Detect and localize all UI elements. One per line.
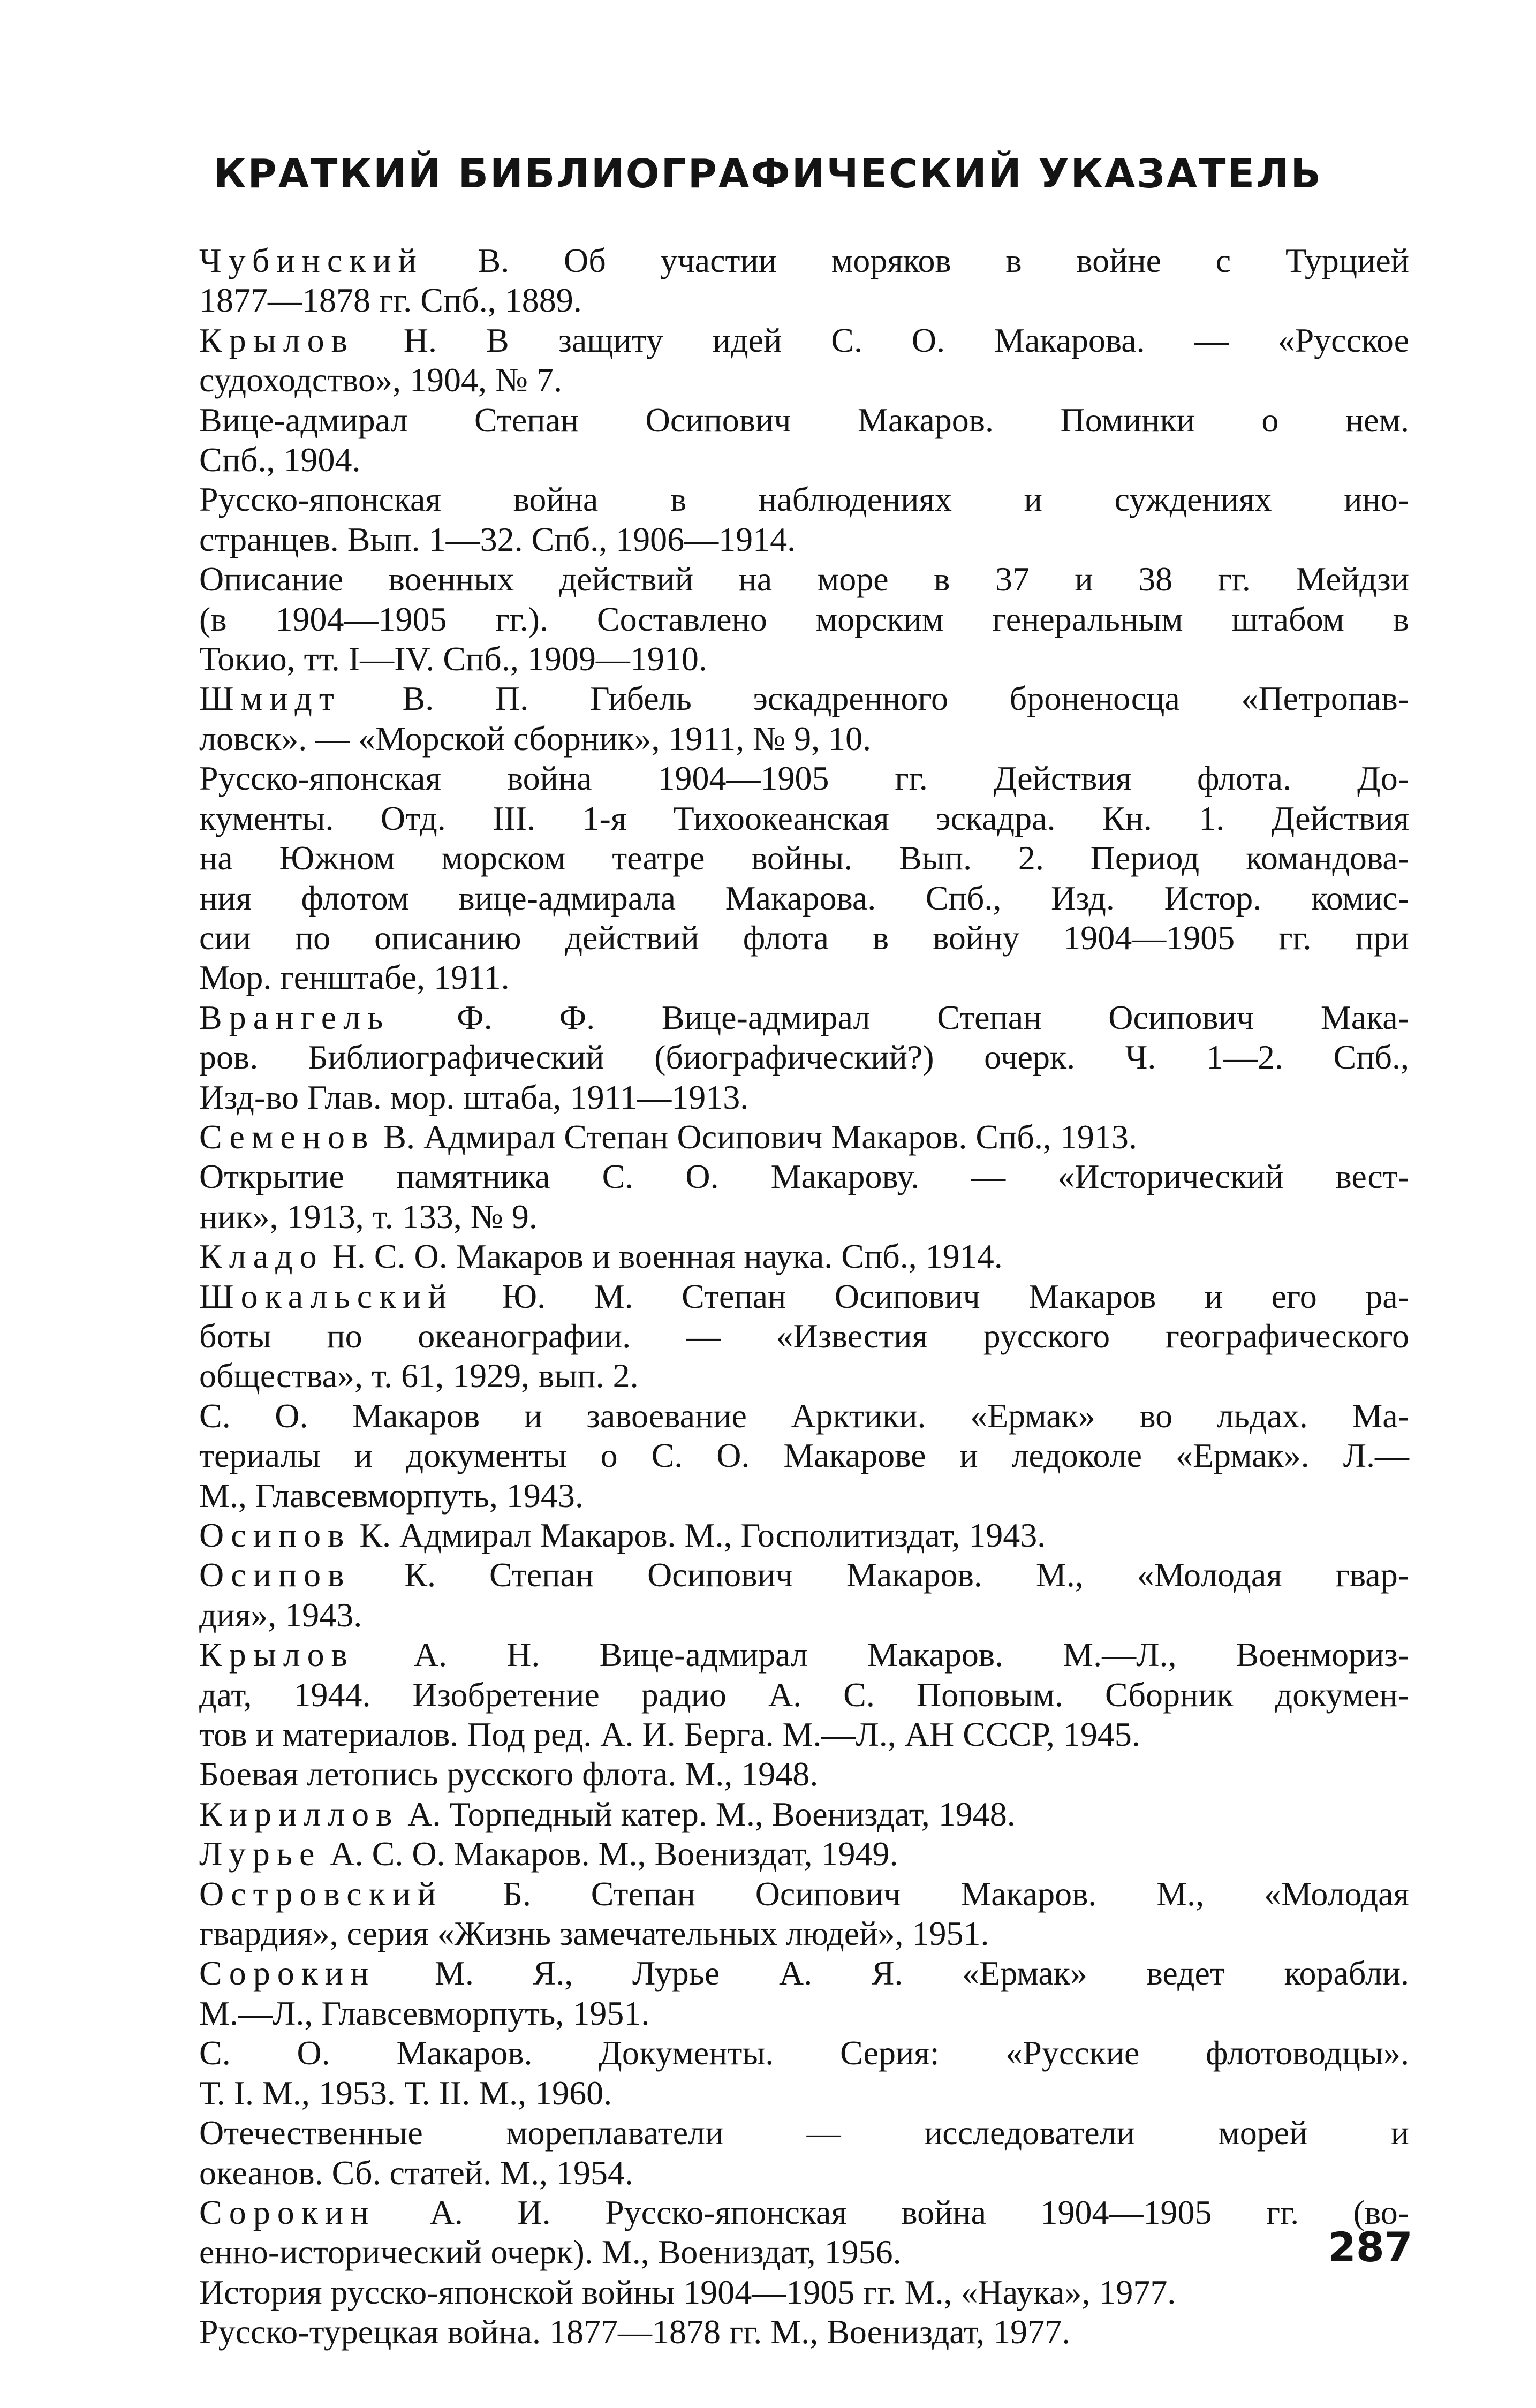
entry-text: Т. I. М., 1953. Т. II. М., 1960.: [199, 2073, 612, 2112]
entry-author: Кириллов: [199, 1794, 399, 1833]
entry-line: [199, 1396, 1409, 1436]
entry-line: [199, 1675, 1409, 1715]
entry-author: Осипов: [199, 1556, 351, 1594]
entry-line: [199, 1117, 1409, 1157]
entry-line: [199, 1874, 1409, 1914]
entry-author: Чубинский: [199, 241, 423, 279]
bibliography-entry: [199, 679, 1409, 759]
entry-text: Токио, тт. I—IV. Спб., 1909—1910.: [199, 640, 707, 678]
entry-line: [199, 1953, 1409, 1993]
entry-text: Б. Степан Осипович Макаров. М., «Молодая: [443, 1874, 1409, 1913]
entry-text: Описание военных действий на море в 37 и 38 гг. Мейдзи: [199, 560, 1409, 599]
entry-line: [199, 799, 1409, 838]
entry-line: [199, 600, 1409, 639]
bibliography-entry: [199, 1555, 1409, 1635]
entry-line: [199, 1316, 1409, 1356]
entry-text: С. О. Макаров и завоевание Арктики. «Ермак» во льдах. Ма-: [199, 1396, 1409, 1435]
entry-text: гвардия», серия «Жизнь замечательных людей», 1951.: [199, 1914, 989, 1953]
bibliography-entry: [199, 1117, 1409, 1157]
entry-text: История русско-японской войны 1904—1905 гг. М., «Наука», 1977.: [199, 2273, 1176, 2311]
entry-text: Мор. генштабе, 1911.: [199, 958, 510, 997]
page-number: 287: [1328, 2223, 1413, 2271]
bibliography-entry: [199, 480, 1409, 559]
entry-text: сии по описанию действий флота в войну 1904—1905 гг. при: [199, 918, 1409, 957]
entry-line: [199, 1914, 1409, 1953]
entry-line: [199, 559, 1409, 599]
entry-text: дат, 1944. Изобретение радио А. С. Поповым. Сборник докумен-: [199, 1675, 1409, 1714]
entry-line: [199, 281, 1409, 320]
entry-text: тов и материалов. Под ред. А. И. Берга. М.—Л., АН СССР, 1945.: [199, 1715, 1140, 1754]
entry-line: [199, 2312, 1409, 2352]
entry-text: Русско-японская война в наблюдениях и суждениях ино-: [199, 480, 1409, 519]
entry-line: [199, 1356, 1409, 1396]
entry-line: [199, 1834, 1409, 1874]
entry-line: [199, 2033, 1409, 2073]
bibliography-entry: [199, 1834, 1409, 1874]
entry-line: [199, 400, 1409, 440]
entry-line: [199, 759, 1409, 798]
bibliography-entry: [199, 1794, 1409, 1834]
entry-text: ловск». — «Морской сборник», 1911, № 9, 10.: [199, 719, 872, 758]
entry-text: Н. С. О. Макаров и военная наука. Спб., 1914.: [323, 1237, 1003, 1276]
bibliography-entry: [199, 559, 1409, 679]
entry-line: [199, 998, 1409, 1038]
bibliography-entry: [199, 2033, 1409, 2113]
entry-text: В. Адмирал Степан Осипович Макаров. Спб., 1913.: [375, 1117, 1137, 1156]
entry-line: [199, 838, 1409, 878]
entry-text: Боевая летопись русского флота. М., 1948.: [199, 1755, 819, 1793]
entry-text: 1877—1878 гг. Спб., 1889.: [199, 281, 582, 320]
entry-line: [199, 1277, 1409, 1316]
entry-line: [199, 639, 1409, 679]
entry-line: [199, 918, 1409, 958]
entry-line: [199, 1794, 1409, 1834]
entry-line: [199, 1595, 1409, 1635]
entry-text: А. И. Русско-японская война 1904—1905 гг. (во-: [375, 2193, 1409, 2231]
entry-line: [199, 1157, 1409, 1197]
entry-text: К. Адмирал Макаров. М., Госполитиздат, 1943.: [351, 1516, 1046, 1554]
entry-line: [199, 1038, 1409, 1077]
entry-author: Шмидт: [199, 679, 341, 718]
bibliography-entry: [199, 241, 1409, 321]
entry-line: [199, 679, 1409, 718]
entry-text: ров. Библиографический (биографический?) очерк. Ч. 1—2. Спб.,: [199, 1038, 1409, 1077]
bibliography-entry: [199, 2312, 1409, 2352]
entry-text: А. С. О. Макаров. М., Воениздат, 1949.: [321, 1835, 898, 1873]
entry-text: странцев. Вып. 1—32. Спб., 1906—1914.: [199, 520, 796, 558]
entry-text: океанов. Сб. статей. М., 1954.: [199, 2153, 634, 2192]
entry-author: Семенов: [199, 1117, 375, 1156]
entry-text: (в 1904—1905 гг.). Составлено морским генеральным штабом в: [199, 600, 1409, 638]
entry-line: [199, 1555, 1409, 1595]
entry-text: М. Я., Лурье А. Я. «Ермак» ведет корабли.: [375, 1954, 1409, 1993]
bibliography-entry: [199, 2113, 1409, 2193]
entry-line: [199, 1078, 1409, 1117]
bibliography-entry: [199, 2273, 1409, 2312]
bibliography-list: [199, 241, 1409, 2352]
entry-line: [199, 520, 1409, 559]
entry-text: Открытие памятника С. О. Макарову. — «Исторический вест-: [199, 1157, 1409, 1196]
bibliography-entry: [199, 1237, 1409, 1276]
entry-author: Островский: [199, 1874, 443, 1913]
entry-line: [199, 480, 1409, 519]
entry-text: ния флотом вице-адмирала Макарова. Спб., Изд. Истор. комис-: [199, 879, 1409, 917]
entry-line: [199, 1516, 1409, 1555]
bibliography-entry: [199, 998, 1409, 1117]
entry-author: Лурье: [199, 1835, 322, 1873]
entry-line: [199, 440, 1409, 480]
page-title: КРАТКИЙ БИБЛИОГРАФИЧЕСКИЙ УКАЗАТЕЛЬ: [214, 151, 1322, 197]
entry-text: Спб., 1904.: [199, 441, 361, 479]
entry-line: [199, 2232, 1409, 2272]
entry-text: боты по океанографии. — «Известия русского географического: [199, 1316, 1409, 1355]
entry-text: енно-исторический очерк). М., Воениздат, 1956.: [199, 2233, 902, 2271]
entry-author: Сорокин: [199, 2193, 376, 2231]
bibliography-entry: [199, 1635, 1409, 1754]
entry-text: общества», т. 61, 1929, вып. 2.: [199, 1357, 639, 1395]
bibliography-entry: [199, 759, 1409, 997]
bibliography-entry: [199, 1396, 1409, 1516]
entry-text: В. Об участии моряков в войне с Турцией: [423, 241, 1409, 279]
entry-line: [199, 879, 1409, 918]
entry-text: А. Торпедный катер. М., Воениздат, 1948.: [399, 1794, 1016, 1833]
entry-line: [199, 2193, 1409, 2232]
entry-line: [199, 1715, 1409, 1754]
bibliography-entry: [199, 321, 1409, 400]
entry-text: М., Главсевморпуть, 1943.: [199, 1476, 584, 1515]
entry-line: [199, 719, 1409, 759]
entry-text: М.—Л., Главсевморпуть, 1951.: [199, 1994, 650, 2032]
entry-text: Вице-адмирал Степан Осипович Макаров. Поминки о нем.: [199, 400, 1409, 439]
entry-text: Отечественные мореплаватели — исследователи морей и: [199, 2114, 1409, 2152]
entry-line: [199, 1754, 1409, 1794]
entry-author: Врангель: [199, 998, 390, 1036]
entry-author: Крылов: [199, 1635, 354, 1674]
entry-author: Крылов: [199, 321, 354, 359]
entry-line: [199, 321, 1409, 360]
entry-author: Сорокин: [199, 1954, 376, 1993]
entry-line: [199, 241, 1409, 281]
entry-line: [199, 1476, 1409, 1516]
bibliography-entry: [199, 400, 1409, 480]
entry-author: Шокальский: [199, 1277, 453, 1315]
entry-line: [199, 2273, 1409, 2312]
entry-author: Кладо: [199, 1237, 324, 1276]
entry-line: [199, 2073, 1409, 2113]
bibliography-entry: [199, 1754, 1409, 1794]
entry-text: А. Н. Вице-адмирал Макаров. М.—Л., Военмориз-: [354, 1635, 1409, 1674]
bibliography-entry: [199, 1874, 1409, 1954]
entry-text: Русско-японская война 1904—1905 гг. Действия флота. До-: [199, 759, 1409, 798]
entry-text: ник», 1913, т. 133, № 9.: [199, 1197, 538, 1236]
entry-line: [199, 1635, 1409, 1675]
entry-text: на Южном морском театре войны. Вып. 2. Период командова-: [199, 839, 1409, 877]
entry-text: дия», 1943.: [199, 1595, 362, 1634]
entry-line: [199, 1197, 1409, 1237]
entry-text: В. П. Гибель эскадренного броненосца «Петропав-: [341, 679, 1409, 718]
entry-author: Осипов: [199, 1516, 351, 1554]
entry-line: [199, 360, 1409, 400]
entry-text: Ф. Ф. Вице-адмирал Степан Осипович Мака-: [390, 998, 1409, 1036]
bibliography-entry: [199, 1157, 1409, 1237]
entry-text: териалы и документы о С. О. Макарове и ледоколе «Ермак». Л.—: [199, 1436, 1409, 1475]
entry-line: [199, 1436, 1409, 1475]
entry-text: Ю. М. Степан Осипович Макаров и его ра-: [453, 1277, 1409, 1315]
entry-line: [199, 2153, 1409, 2193]
entry-line: [199, 958, 1409, 997]
bibliography-entry: [199, 1277, 1409, 1396]
bibliography-entry: [199, 1953, 1409, 2033]
entry-text: Н. В защиту идей С. О. Макарова. — «Русское: [354, 321, 1409, 359]
entry-line: [199, 2113, 1409, 2153]
entry-text: кументы. Отд. III. 1-я Тихоокеанская эскадра. Кн. 1. Действия: [199, 799, 1409, 837]
entry-text: судоходство», 1904, № 7.: [199, 361, 562, 399]
entry-text: С. О. Макаров. Документы. Серия: «Русские флотоводцы».: [199, 2034, 1409, 2072]
bibliography-entry: [199, 1516, 1409, 1555]
entry-text: Изд-во Глав. мор. штаба, 1911—1913.: [199, 1078, 749, 1116]
entry-text: Русско-турецкая война. 1877—1878 гг. М., Воениздат, 1977.: [199, 2313, 1071, 2351]
bibliography-entry: [199, 2193, 1409, 2273]
entry-text: К. Степан Осипович Макаров. М., «Молодая гвар-: [351, 1556, 1409, 1594]
entry-line: [199, 1994, 1409, 2033]
entry-line: [199, 1237, 1409, 1276]
